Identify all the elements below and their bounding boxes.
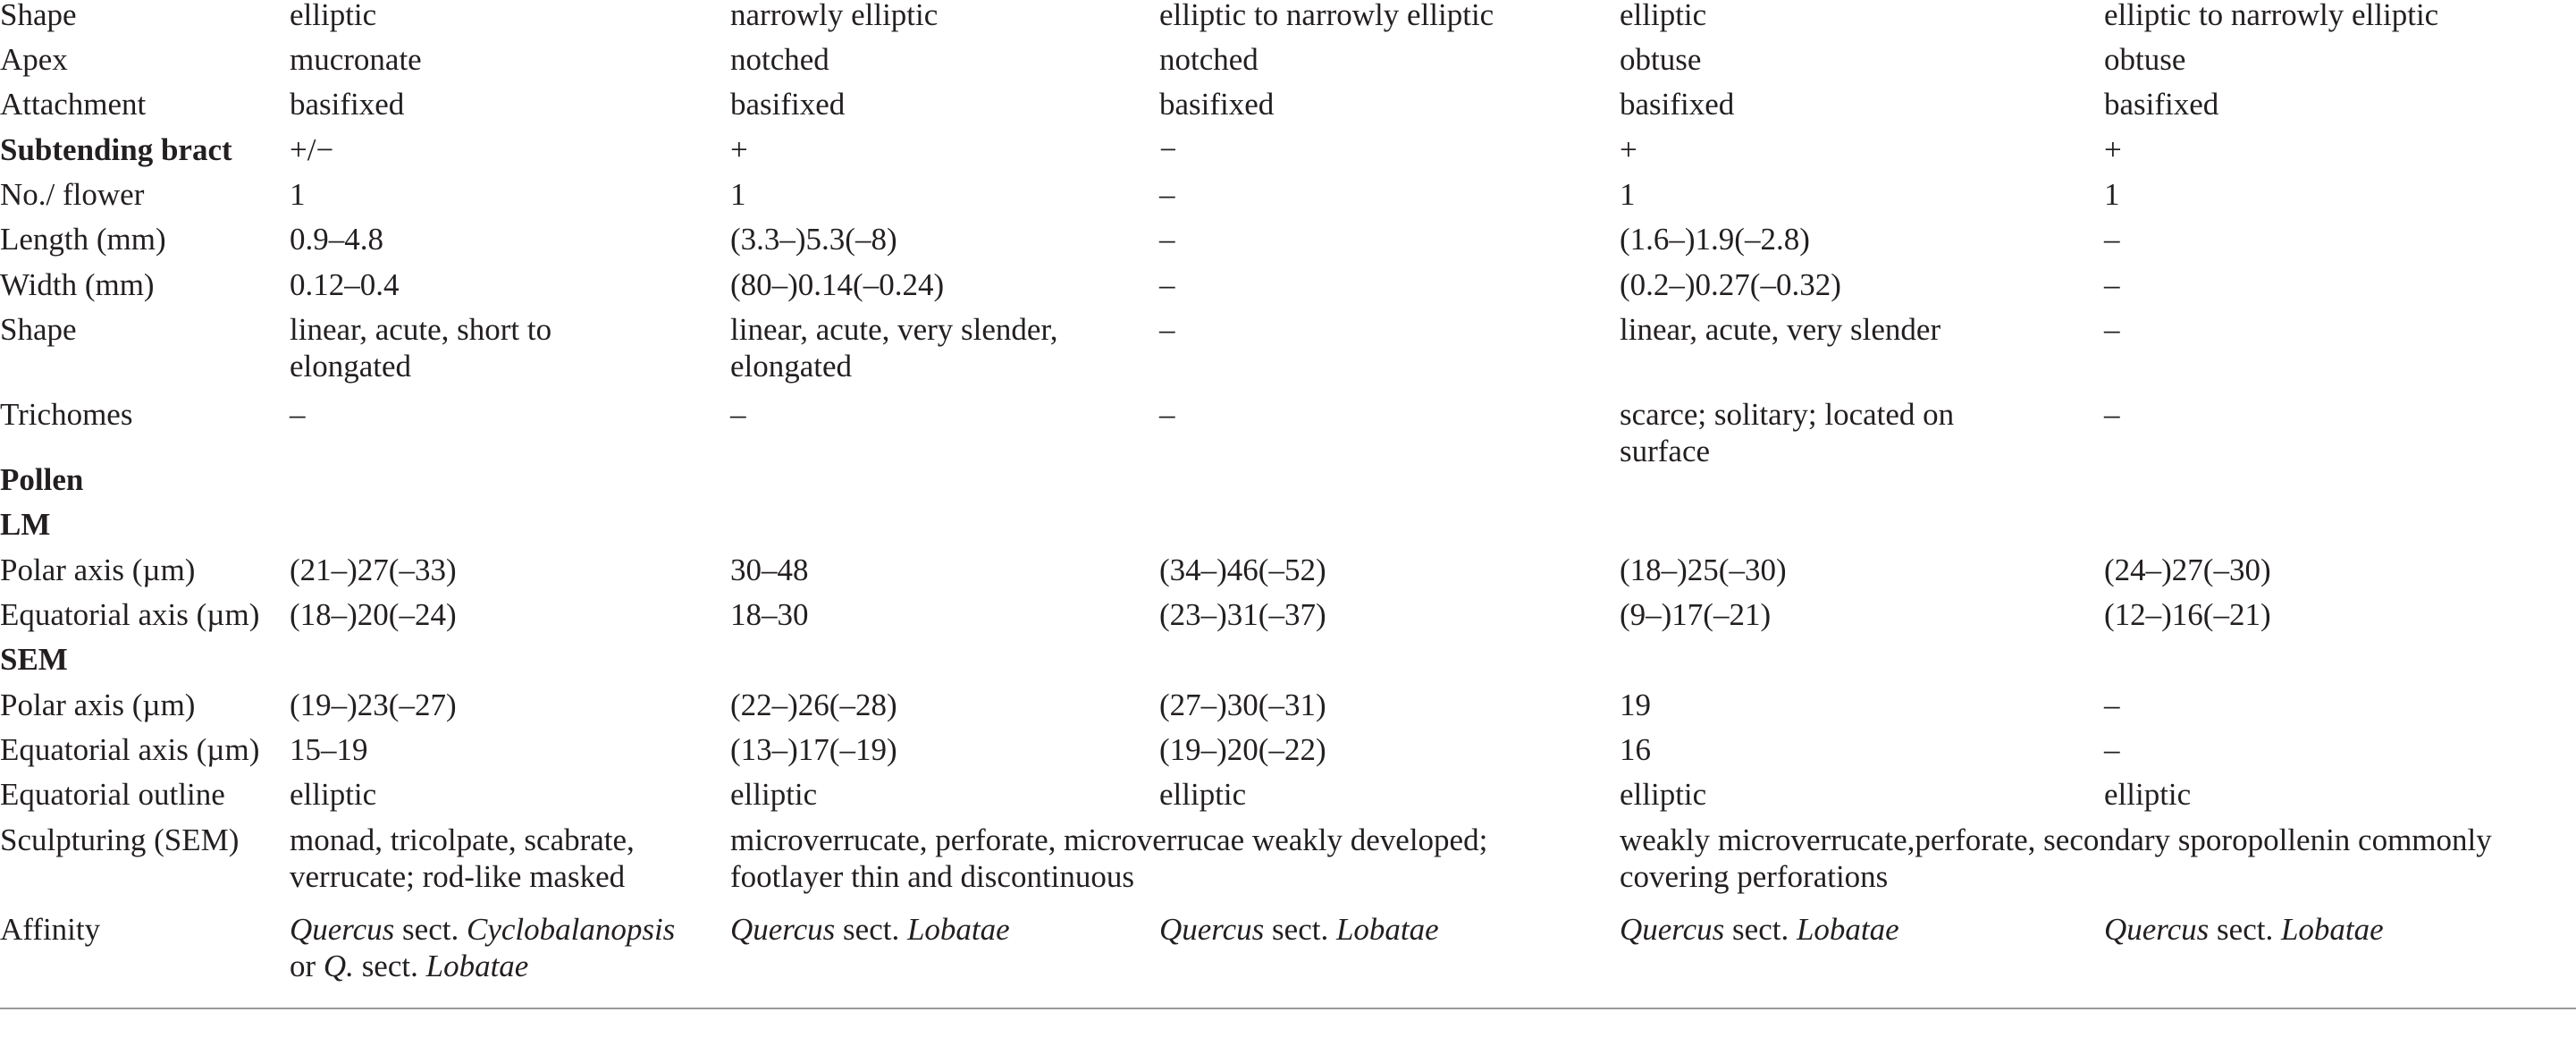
table-cell: (19–)23(–27) [290, 687, 457, 722]
table-cell: 15–19 [290, 732, 368, 767]
section-text: sect. [353, 949, 426, 983]
table-cell: notched [1159, 42, 1259, 77]
table-cell: elliptic to narrowly elliptic [2104, 0, 2439, 32]
table-cell: 0.9–4.8 [290, 222, 383, 257]
table-cell: – [2104, 397, 2120, 432]
section-text: sect. [2209, 912, 2281, 947]
section-text: sect. [394, 912, 467, 947]
table-cell: surface [1620, 434, 1711, 468]
table-cell: 1 [2104, 177, 2120, 212]
genus-name: Quercus [1159, 912, 1265, 947]
genus-name: Quercus [730, 912, 836, 947]
table-cell: – [2104, 222, 2120, 257]
table-cell [290, 948, 528, 984]
row-label: Equatorial axis (µm) [0, 732, 260, 767]
table-cell: (21–)27(–33) [290, 553, 457, 587]
table-cell: elliptic to narrowly elliptic [1159, 0, 1494, 32]
row-label: Sculpturing (SEM) [0, 822, 240, 857]
table-cell: 1 [290, 177, 306, 212]
row-label: No./ flower [0, 177, 145, 212]
section-heading: Subtending bract [0, 132, 232, 167]
table-cell: − [1159, 132, 1177, 167]
row-label: Trichomes [0, 397, 133, 432]
section-name: Lobatae [1335, 912, 1439, 947]
or-text: or [290, 949, 324, 983]
table-cell: (1.6–)1.9(–2.8) [1620, 222, 1810, 257]
section-heading: LM [0, 507, 51, 542]
table-cell: (23–)31(–37) [1159, 597, 1326, 632]
table-cell: – [1159, 267, 1175, 302]
table-cell: + [1620, 132, 1637, 167]
table-cell: basifixed [730, 87, 846, 122]
table-cell: + [2104, 132, 2122, 167]
table-cell: (12–)16(–21) [2104, 597, 2271, 632]
table-cell: weakly microverrucate,perforate, secondary sporopollenin commonly [1620, 822, 2492, 857]
table-cell: 18–30 [730, 597, 809, 632]
table-cell: (9–)17(–21) [1620, 597, 1772, 632]
section-name: Lobatae [425, 949, 529, 983]
table-cell: basifixed [1159, 87, 1275, 122]
table-cell: + [730, 132, 748, 167]
table-cell: elliptic [1620, 777, 1707, 812]
table-cell: – [290, 397, 306, 432]
table-cell [1159, 911, 1439, 948]
table-cell: (22–)26(–28) [730, 687, 897, 722]
table-cell: basifixed [1620, 87, 1735, 122]
row-label: Equatorial outline [0, 777, 225, 812]
table-cell: elliptic [1620, 0, 1707, 32]
row-label: Equatorial axis (µm) [0, 597, 260, 632]
table-cell: 1 [1620, 177, 1636, 212]
table-cell: +/− [290, 132, 334, 167]
table-cell [1620, 911, 1899, 948]
table-cell: elliptic [290, 777, 377, 812]
table-cell: elliptic [730, 777, 818, 812]
table-cell: microverrucate, perforate, microverrucae weakly developed; [730, 822, 1488, 857]
table-cell: scarce; solitary; located on [1620, 397, 1955, 432]
table-cell [2104, 911, 2384, 948]
section-heading: Pollen [0, 462, 84, 497]
section-name: Cyclobalanopsis [466, 912, 676, 947]
table-cell: (18–)25(–30) [1620, 553, 1787, 587]
table-cell: 1 [730, 177, 746, 212]
table-cell: (19–)20(–22) [1159, 732, 1326, 767]
genus-name: Quercus [2104, 912, 2210, 947]
section-name: Lobatae [906, 912, 1010, 947]
table-cell [290, 911, 675, 948]
row-label: Shape [0, 0, 77, 32]
table-cell: – [1159, 222, 1175, 257]
table-cell: – [2104, 687, 2120, 722]
row-label: Shape [0, 312, 77, 347]
table-cell: – [1159, 397, 1175, 432]
table-cell: linear, acute, short to [290, 312, 552, 347]
section-text: sect. [1724, 912, 1797, 947]
table-cell: (80–)0.14(–0.24) [730, 267, 945, 302]
table-cell: elongated [290, 349, 412, 384]
table-cell: covering perforations [1620, 859, 1889, 894]
table-cell: linear, acute, very slender [1620, 312, 1941, 347]
table-cell: (0.2–)0.27(–0.32) [1620, 267, 1841, 302]
genus-name: Q. [323, 949, 354, 983]
table-cell: – [730, 397, 746, 432]
row-label: Polar axis (µm) [0, 687, 196, 722]
section-heading: SEM [0, 642, 68, 677]
row-label: Polar axis (µm) [0, 553, 196, 587]
row-label: Length (mm) [0, 222, 166, 257]
table-cell: linear, acute, very slender, [730, 312, 1058, 347]
table-cell: monad, tricolpate, scabrate, [290, 822, 635, 857]
table-cell: notched [730, 42, 829, 77]
table-cell: elliptic [2104, 777, 2192, 812]
section-text: sect. [835, 912, 907, 947]
table-cell: basifixed [2104, 87, 2219, 122]
row-label: Affinity [0, 912, 101, 947]
table-cell: verrucate; rod-like masked [290, 859, 626, 894]
table-cell: 0.12–0.4 [290, 267, 400, 302]
table-cell: mucronate [290, 42, 422, 77]
table-cell: footlayer thin and discontinuous [730, 859, 1135, 894]
table-cell: (27–)30(–31) [1159, 687, 1326, 722]
table-cell: – [1159, 177, 1175, 212]
genus-name: Quercus [1620, 912, 1725, 947]
table-cell: – [2104, 312, 2120, 347]
table-cell: obtuse [2104, 42, 2186, 77]
row-label: Attachment [0, 87, 147, 122]
table-cell: narrowly elliptic [730, 0, 939, 32]
table-cell: elliptic [290, 0, 377, 32]
genus-name: Quercus [290, 912, 395, 947]
table-cell: (18–)20(–24) [290, 597, 457, 632]
table-cell: (13–)17(–19) [730, 732, 897, 767]
table-cell: elongated [730, 349, 853, 384]
section-name: Lobatae [1796, 912, 1899, 947]
table-cell: basifixed [290, 87, 405, 122]
section-text: sect. [1264, 912, 1336, 947]
table-cell: 30–48 [730, 553, 809, 587]
table-cell: 16 [1620, 732, 1651, 767]
section-name: Lobatae [2280, 912, 2384, 947]
row-label: Apex [0, 42, 68, 77]
row-label: Width (mm) [0, 267, 155, 302]
table-cell: obtuse [1620, 42, 1702, 77]
table-bottom-rule [0, 1008, 2576, 1009]
table-cell: – [2104, 732, 2120, 767]
table-cell: – [2104, 267, 2120, 302]
table-cell: (3.3–)5.3(–8) [730, 222, 897, 257]
table-cell: (34–)46(–52) [1159, 553, 1326, 587]
table-cell: (24–)27(–30) [2104, 553, 2271, 587]
table-cell [730, 911, 1010, 948]
table-cell: 19 [1620, 687, 1651, 722]
table-cell: – [1159, 312, 1175, 347]
table-cell: elliptic [1159, 777, 1247, 812]
